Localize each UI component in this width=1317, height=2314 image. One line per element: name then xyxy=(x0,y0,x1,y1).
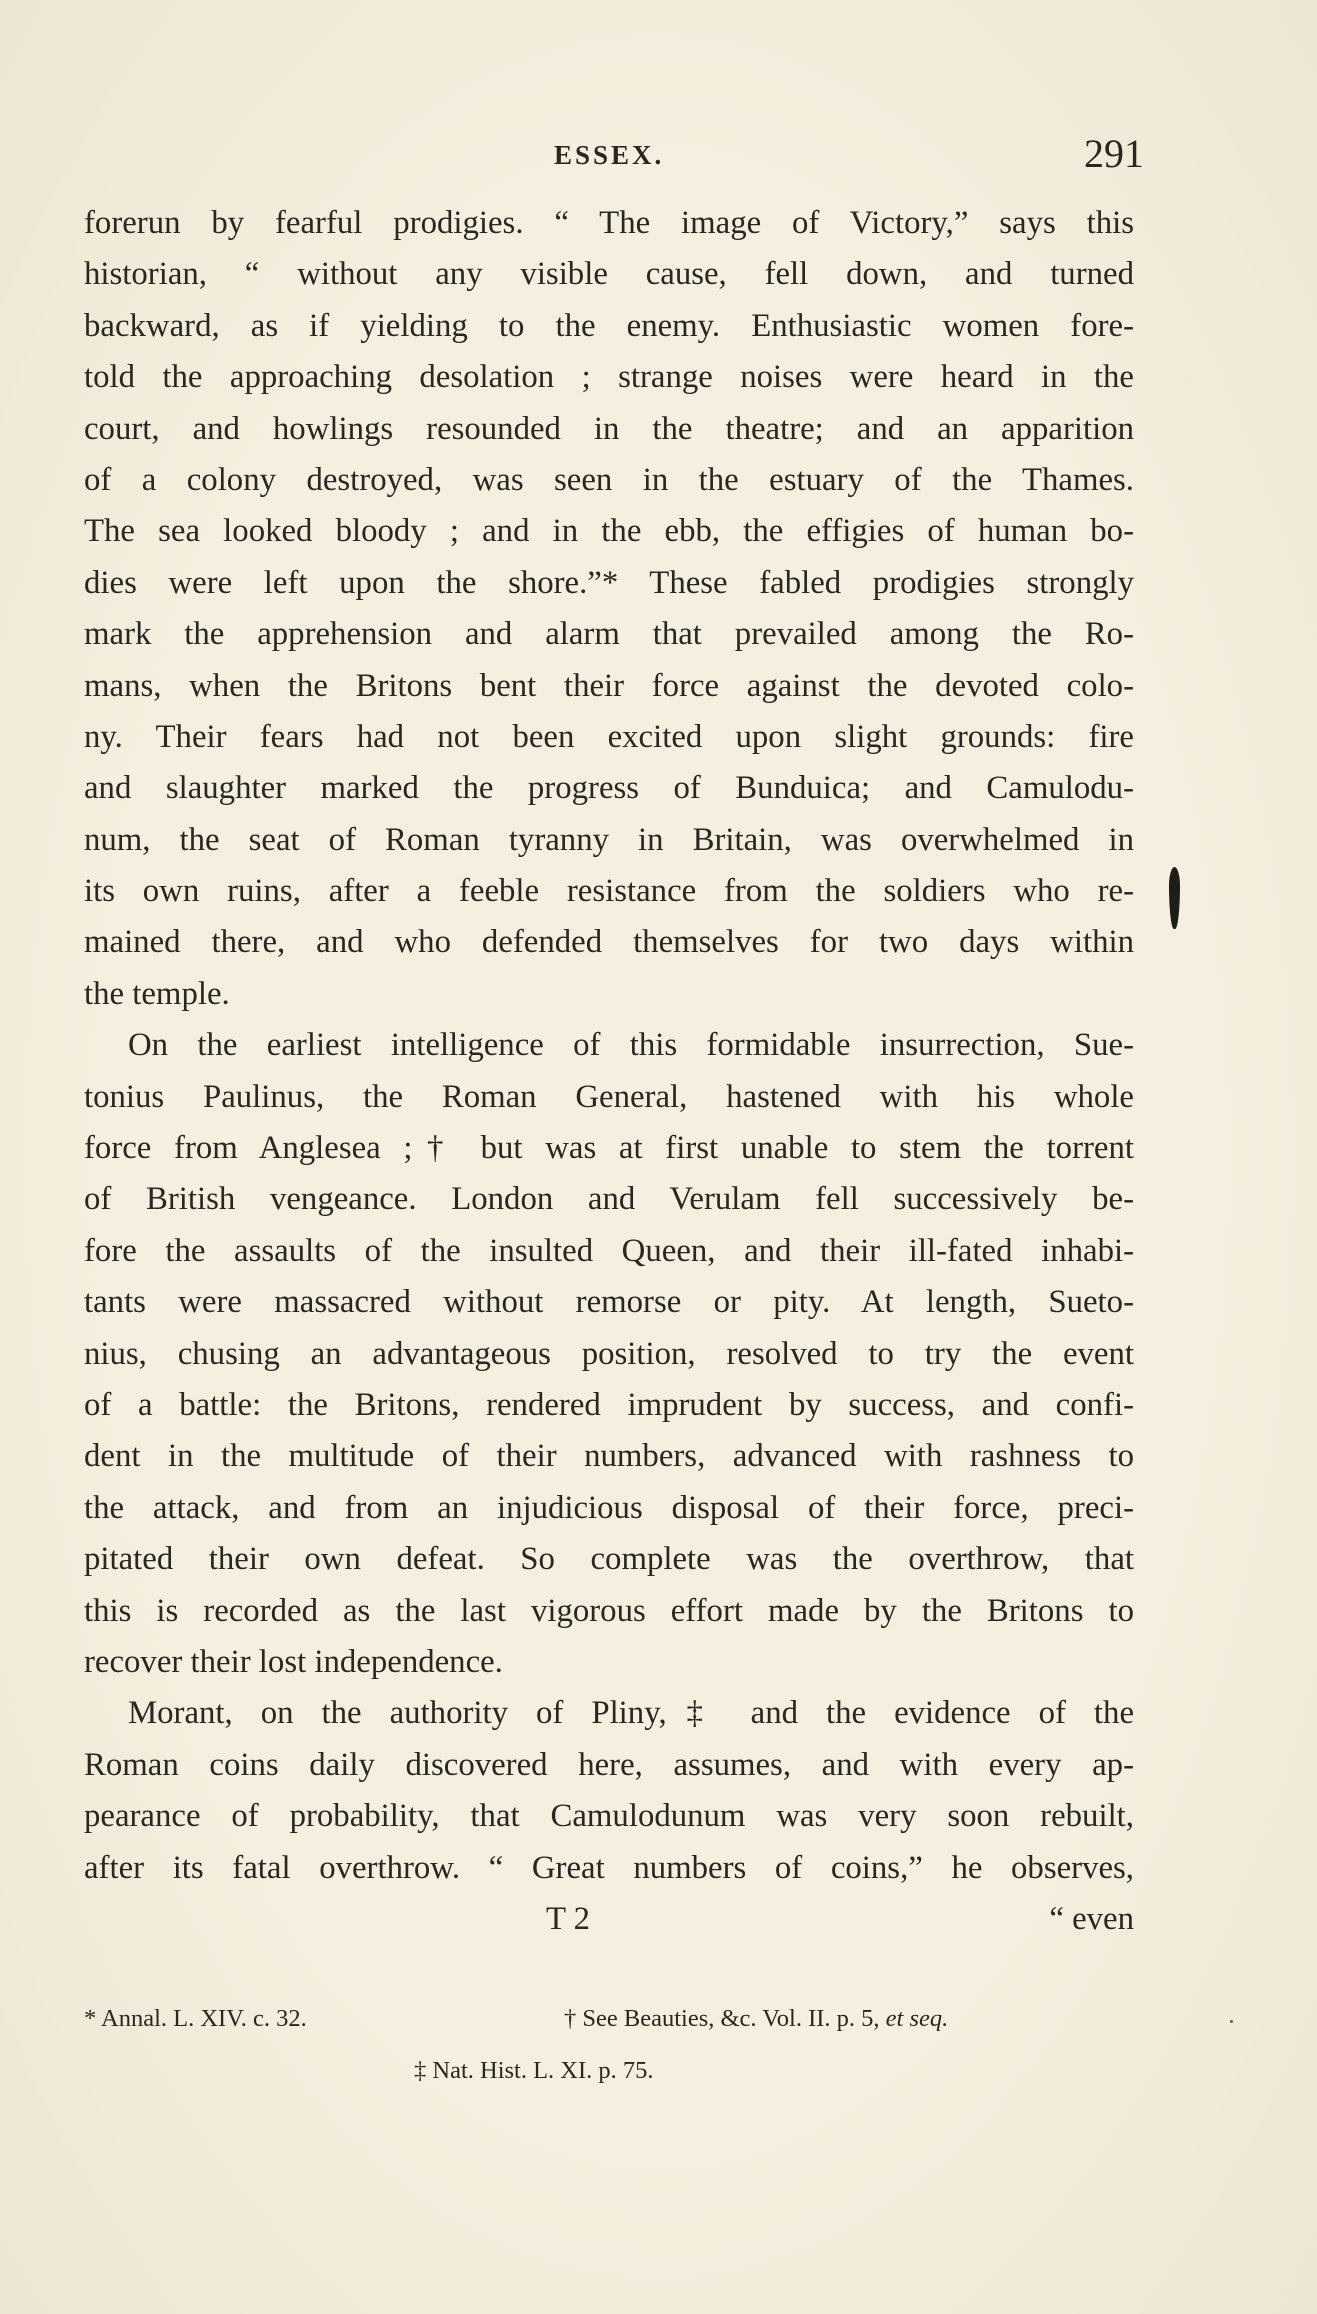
page-number: 291 xyxy=(1084,131,1144,176)
text-line: of a battle: the Britons, rendered imprudent by success, and confi- xyxy=(84,1386,1134,1423)
footnote-beauties xyxy=(564,1993,948,2045)
running-head: ESSEX. xyxy=(554,140,665,170)
text-line: this is recorded as the last vigorous effort made by the Britons to xyxy=(84,1592,1134,1629)
footnote-annal: * Annal. L. XIV. c. 32. xyxy=(84,2005,307,2032)
text-line: the attack, and from an injudicious disposal of their force, preci- xyxy=(84,1489,1134,1526)
catchword: “ even xyxy=(1049,1900,1134,1937)
text-line: mark the apprehension and alarm that prevailed among the Ro- xyxy=(84,616,1134,653)
footnote-beauties-italic: et seq. xyxy=(885,2005,949,2032)
text-line: and slaughter marked the progress of Bunduica; and Camulodu- xyxy=(84,770,1134,807)
text-line: historian, “ without any visible cause, fell down, and turned xyxy=(84,256,1134,293)
text-line: fore the assaults of the insulted Queen, and their ill-fated inhabi- xyxy=(84,1232,1134,1269)
text-line: force from Anglesea ;† but was at first unable to stem the torrent xyxy=(84,1130,1134,1167)
text-line: ny. Their fears had not been excited upon slight grounds: fire xyxy=(84,718,1134,755)
body-text xyxy=(84,198,1134,1945)
footnote-row xyxy=(84,2045,1134,2097)
text-line: mans, when the Britons bent their force against the devoted colo- xyxy=(84,667,1134,704)
text-line: backward, as if yielding to the enemy. Enthusiastic women fore- xyxy=(84,307,1134,344)
paper-speck xyxy=(1230,2020,1233,2023)
text-line: On the earliest intelligence of this formidable insurrection, Sue- xyxy=(128,1027,1134,1064)
text-line: recover their lost independence. xyxy=(84,1643,503,1680)
text-line: forerun by fearful prodigies. “ The image of Victory,” says this xyxy=(84,205,1134,241)
footnote-row xyxy=(84,1993,1134,2045)
text-line: tonius Paulinus, the Roman General, hastened with his whole xyxy=(84,1078,1134,1115)
text-line: dent in the multitude of their numbers, advanced with rashness to xyxy=(84,1438,1134,1475)
footnote-beauties-main: † See Beauties, &c. Vol. II. p. 5, xyxy=(564,2005,880,2032)
ink-mark xyxy=(1169,867,1180,929)
text-line: of British vengeance. London and Verulam fell successively be- xyxy=(84,1181,1134,1218)
text-line: after its fatal overthrow. “ Great numbers of coins,” he observes, xyxy=(84,1849,1134,1886)
text-line: pearance of probability, that Camulodunum was very soon rebuilt, xyxy=(84,1798,1134,1835)
text-line: dies were left upon the shore.”* These fabled prodigies strongly xyxy=(84,564,1134,601)
catch-line xyxy=(84,1894,1134,1945)
text-line: its own ruins, after a feeble resistance from the soldiers who re- xyxy=(84,873,1134,910)
footnote-nat-hist: ‡ Nat. Hist. L. XI. p. 75. xyxy=(414,2057,654,2084)
text-line: told the approaching desolation ; strange noises were heard in the xyxy=(84,359,1134,396)
text-line: the temple. xyxy=(84,975,230,1012)
text-line: mained there, and who defended themselves for two days within xyxy=(84,924,1134,961)
text-line: tants were massacred without remorse or pity. At length, Sueto- xyxy=(84,1284,1134,1321)
text-line: Morant, on the authority of Pliny,‡ and the evidence of the xyxy=(128,1695,1134,1732)
text-line: nius, chusing an advantageous position, resolved to try the event xyxy=(84,1335,1134,1372)
text-line: The sea looked bloody ; and in the ebb, the effigies of human bo- xyxy=(84,513,1134,550)
page-header xyxy=(84,131,1144,196)
text-line: of a colony destroyed, was seen in the estuary of the Thames. xyxy=(84,461,1134,498)
footnotes xyxy=(84,1993,1134,2097)
text-line: court, and howlings resounded in the theatre; and an apparition xyxy=(84,410,1134,447)
text-line: pitated their own defeat. So complete was the overthrow, that xyxy=(84,1541,1134,1578)
text-line: num, the seat of Roman tyranny in Britain, was overwhelmed in xyxy=(84,821,1134,858)
signature-mark: T 2 xyxy=(546,1900,591,1937)
text-line: Roman coins daily discovered here, assumes, and with every ap- xyxy=(84,1746,1134,1783)
